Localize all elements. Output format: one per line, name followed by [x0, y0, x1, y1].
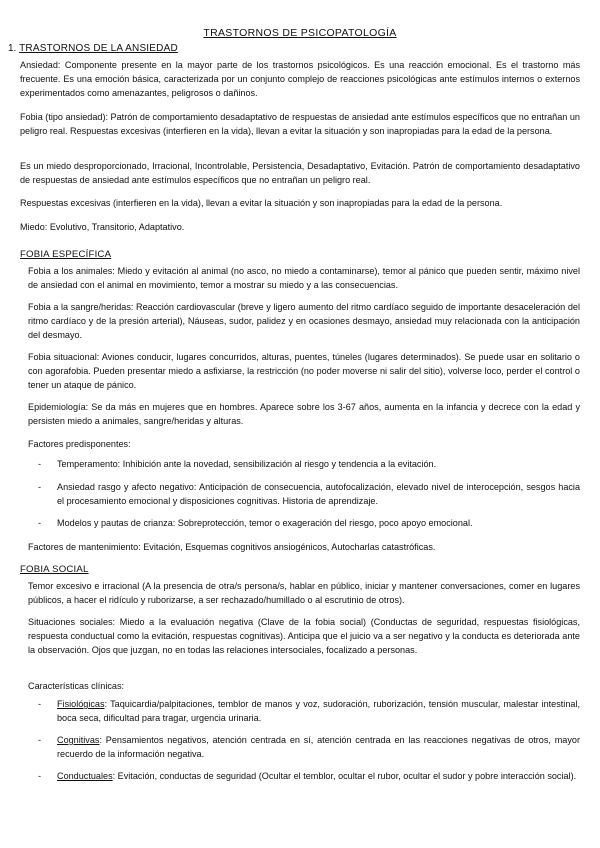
bullet-dash: -: [38, 459, 42, 469]
list-item-text: [57, 769, 580, 783]
term-fisiologicas: Fisiológicas: [57, 699, 105, 709]
paragraph-respuestas-excesivas: Respuestas excesivas (interfieren en la vida), llevan a evitar la situación y son inapropiadas para la edad de la persona.: [20, 198, 503, 208]
paragraph-epidemiologia: Epidemiología: Se da más en mujeres que en hombres. Aparece sobre los 3-67 años, aumenta en la infancia y decrece con la edad y persisten miedo a animales, sangre/heridas y alturas.: [28, 402, 580, 427]
paragraph-fobia-animales: Fobia a los animales: Miedo y evitación al animal (no asco, no miedo a contaminarse), temor al pánico que pueden sentir, máximo nivel de ansiedad con el animal en movimiento, temor a mostrar su miedo y a las consecuencias.: [28, 266, 580, 291]
bullet-dash: -: [38, 482, 42, 492]
paragraph-factores-mantenimiento: Factores de mantenimiento: Evitación, Esquemas cognitivos ansiogénicos, Autocharlas catastróficas.: [28, 542, 436, 552]
paragraph-fobia-sangre: Fobia a la sangre/heridas: Reacción cardiovascular (breve y ligero aumento del ritmo cardíaco seguido de importante desaceleración del ritmo cardíaco y de la presión arterial), Náuseas, sudor, palidez y en ocasiones desmayo, ansiedad muy relacionada con la anticipación del desmayo.: [28, 302, 580, 341]
list-item: [28, 457, 580, 471]
list-item-text: Temperamento: Inhibición ante la novedad, sensibilización al riesgo y tendencia a la evitación.: [57, 459, 437, 469]
label-factores-predisponentes: Factores predisponentes:: [28, 439, 131, 449]
paragraph-fobia-situacional: Fobia situacional: Aviones conducir, lugares concurridos, alturas, puentes, túneles (lugares determinados). Se puede usar en solitario o con agorafobia. Pueden presentar miedo a asfixiarse, la restricción (no poder moverse ni salir del sitio), volverse loco, perder el control o tener un ataque de pánico.: [28, 352, 580, 391]
list-item: [28, 697, 580, 725]
section-title: TRASTORNOS DE LA ANSIEDAD: [19, 43, 178, 54]
section-heading-fobia-especifica: FOBIA ESPECÍFICA: [20, 249, 112, 260]
list-item: [28, 516, 580, 530]
list-item: [28, 733, 580, 761]
paragraph-temor-excesivo: Temor excesivo e irracional (A la presencia de otra/s persona/s, hablar en público, iniciar y mantener conversaciones, comer en lugares públicos, a hacer el ridículo y ruborizarse, a ser rechazado/humillado o al escrutinio de otros).: [28, 581, 580, 606]
bullet-dash: -: [38, 699, 42, 709]
list-item-text: [57, 733, 580, 761]
section-number: 1.: [8, 43, 17, 54]
term-description: : Taquicardia/palpitaciones, temblor de manos y voz, sudoración, ruborización, tensión muscular, malestar intestinal, boca seca, dificultad para tragar, urgencia urinaria.: [57, 699, 580, 724]
bullet-dash: -: [38, 735, 42, 745]
paragraph-miedo: Miedo: Evolutivo, Transitorio, Adaptativo.: [20, 222, 185, 232]
term-conductuales: Conductuales: [57, 771, 113, 781]
list-item: [28, 480, 580, 508]
section-heading-ansiedad: [8, 43, 178, 54]
term-description: : Pensamientos negativos, atención centrada en sí, atención centrada en las reacciones negativas de otros, mayor recuerdo de la información negativa.: [57, 735, 580, 760]
term-cognitivas: Cognitivas: [57, 735, 100, 745]
label-caracteristicas-clinicas: Características clínicas:: [28, 681, 125, 691]
paragraph-fobia-definicion: Fobia (tipo ansiedad): Patrón de comportamiento desadaptativo de respuestas de ansiedad ante estímulos específicos que no entrañan un peligro real. Respuestas excesivas (interfieren en la vida), llevan a evitar la situación y son inapropiadas para la edad de la persona.: [20, 112, 580, 137]
list-item: [28, 769, 580, 783]
list-item-text: Ansiedad rasgo y afecto negativo: Anticipación de consecuencia, autofocalización, elevado nivel de interocepción, sesgos hacia el procesamiento emocional y disposiciones cognitivas. Historia de aprendizaje.: [57, 482, 580, 507]
paragraph-miedo-desproporcionado: Es un miedo desproporcionado, Irracional, Incontrolable, Persistencia, Desadaptativo, Evitación. Patrón de comportamiento desadaptativo de respuestas de ansiedad ante estímulos específicos que no entrañan un peligro real.: [20, 161, 580, 186]
term-description: : Evitación, conductas de seguridad (Ocultar el temblor, ocultar el rubor, ocultar el sudor y pobre interacción social).: [112, 771, 577, 781]
bullet-dash: -: [38, 518, 42, 528]
paragraph-ansiedad: Ansiedad: Componente presente en la mayor parte de los trastornos psicológicos. Es una reacción emocional. Es el trastorno más frecuente. Es una emoción básica, caracterizada por un conjunto complejo de reacciones psicológicas ante estímulos internos o externos experimentados como amenazantes, peligrosos o dañinos.: [20, 60, 580, 99]
document-title: TRASTORNOS DE PSICOPATOLOGÍA: [203, 27, 397, 39]
list-item-text: Modelos y pautas de crianza: Sobreprotección, temor o exageración del riesgo, poco apoyo emocional.: [57, 518, 473, 528]
section-heading-fobia-social: FOBIA SOCIAL: [20, 564, 89, 575]
paragraph-situaciones-sociales: Situaciones sociales: Miedo a la evaluación negativa (Clave de la fobia social) (Conductas de seguridad, respuestas fisiológicas, respuesta conductual como la evitación, respuestas cognitivas). Anticipa que el juicio va a ser negativo y la conducta es deteriorada ante la observación. Ojos que juzgan, no en todas las relaciones intersociales, focalizado a personas.: [28, 617, 580, 656]
bullet-dash: -: [38, 771, 42, 781]
list-item-text: [57, 697, 580, 725]
